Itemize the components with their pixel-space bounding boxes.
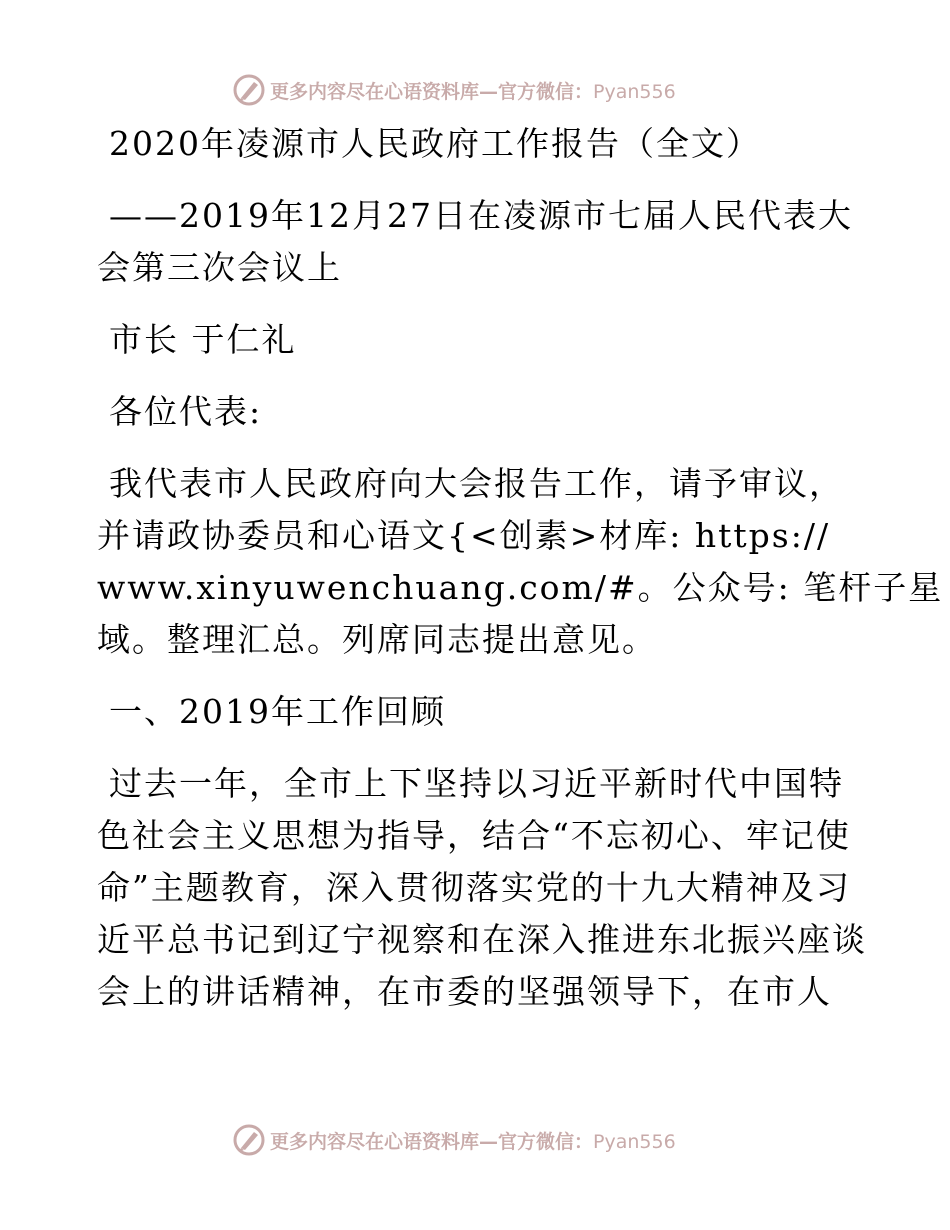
body-line-3: 命”主题教育，深入贯彻落实党的十九大精神及习 [97, 868, 851, 907]
watermark-account: Pyan556 [593, 1130, 676, 1153]
intro-line-1: 我代表市人民政府向大会报告工作，请予审议， [109, 464, 844, 503]
watermark-banner-bottom [232, 1120, 752, 1160]
body-line-5: 会上的讲话精神，在市委的坚强领导下，在市人 [97, 972, 832, 1011]
watermark-main-text: 更多内容尽在心语资料库—官方微信： [270, 1130, 594, 1153]
watermark-text [270, 77, 676, 104]
document-body [97, 118, 944, 1018]
subtitle-line-1: ——2019年12月27日在凌源市七届人民代表大 [109, 196, 853, 235]
watermark-banner-top [232, 70, 752, 110]
watermark-account: Pyan556 [593, 80, 676, 103]
watermark-text [270, 1127, 676, 1154]
subtitle-line-2: 会第三次会议上 [97, 248, 342, 287]
watermark-main-text: 更多内容尽在心语资料库—官方微信： [270, 80, 594, 103]
pen-logo-icon [232, 1123, 266, 1157]
document-title: 2020年凌源市人民政府工作报告（全文） [109, 124, 761, 163]
intro-line-4: 域。整理汇总。列席同志提出意见。 [97, 620, 657, 659]
greeting: 各位代表: [109, 392, 263, 431]
intro-line-3: www.xinyuwenchuang.com/#。公众号: 笔杆子星 [97, 568, 944, 607]
body-line-4: 近平总书记到辽宁视察和在深入推进东北振兴座谈 [97, 920, 867, 959]
speaker: 市长 于仁礼 [109, 320, 297, 359]
intro-line-2: 并请政协委员和心语文{<创素>材库: https:// [97, 516, 831, 555]
body-line-1: 过去一年，全市上下坚持以习近平新时代中国特 [109, 764, 844, 803]
body-line-2: 色社会主义思想为指导，结合“不忘初心、牢记使 [97, 816, 851, 855]
section-heading: 一、2019年工作回顾 [109, 692, 446, 731]
pen-logo-icon [232, 73, 266, 107]
